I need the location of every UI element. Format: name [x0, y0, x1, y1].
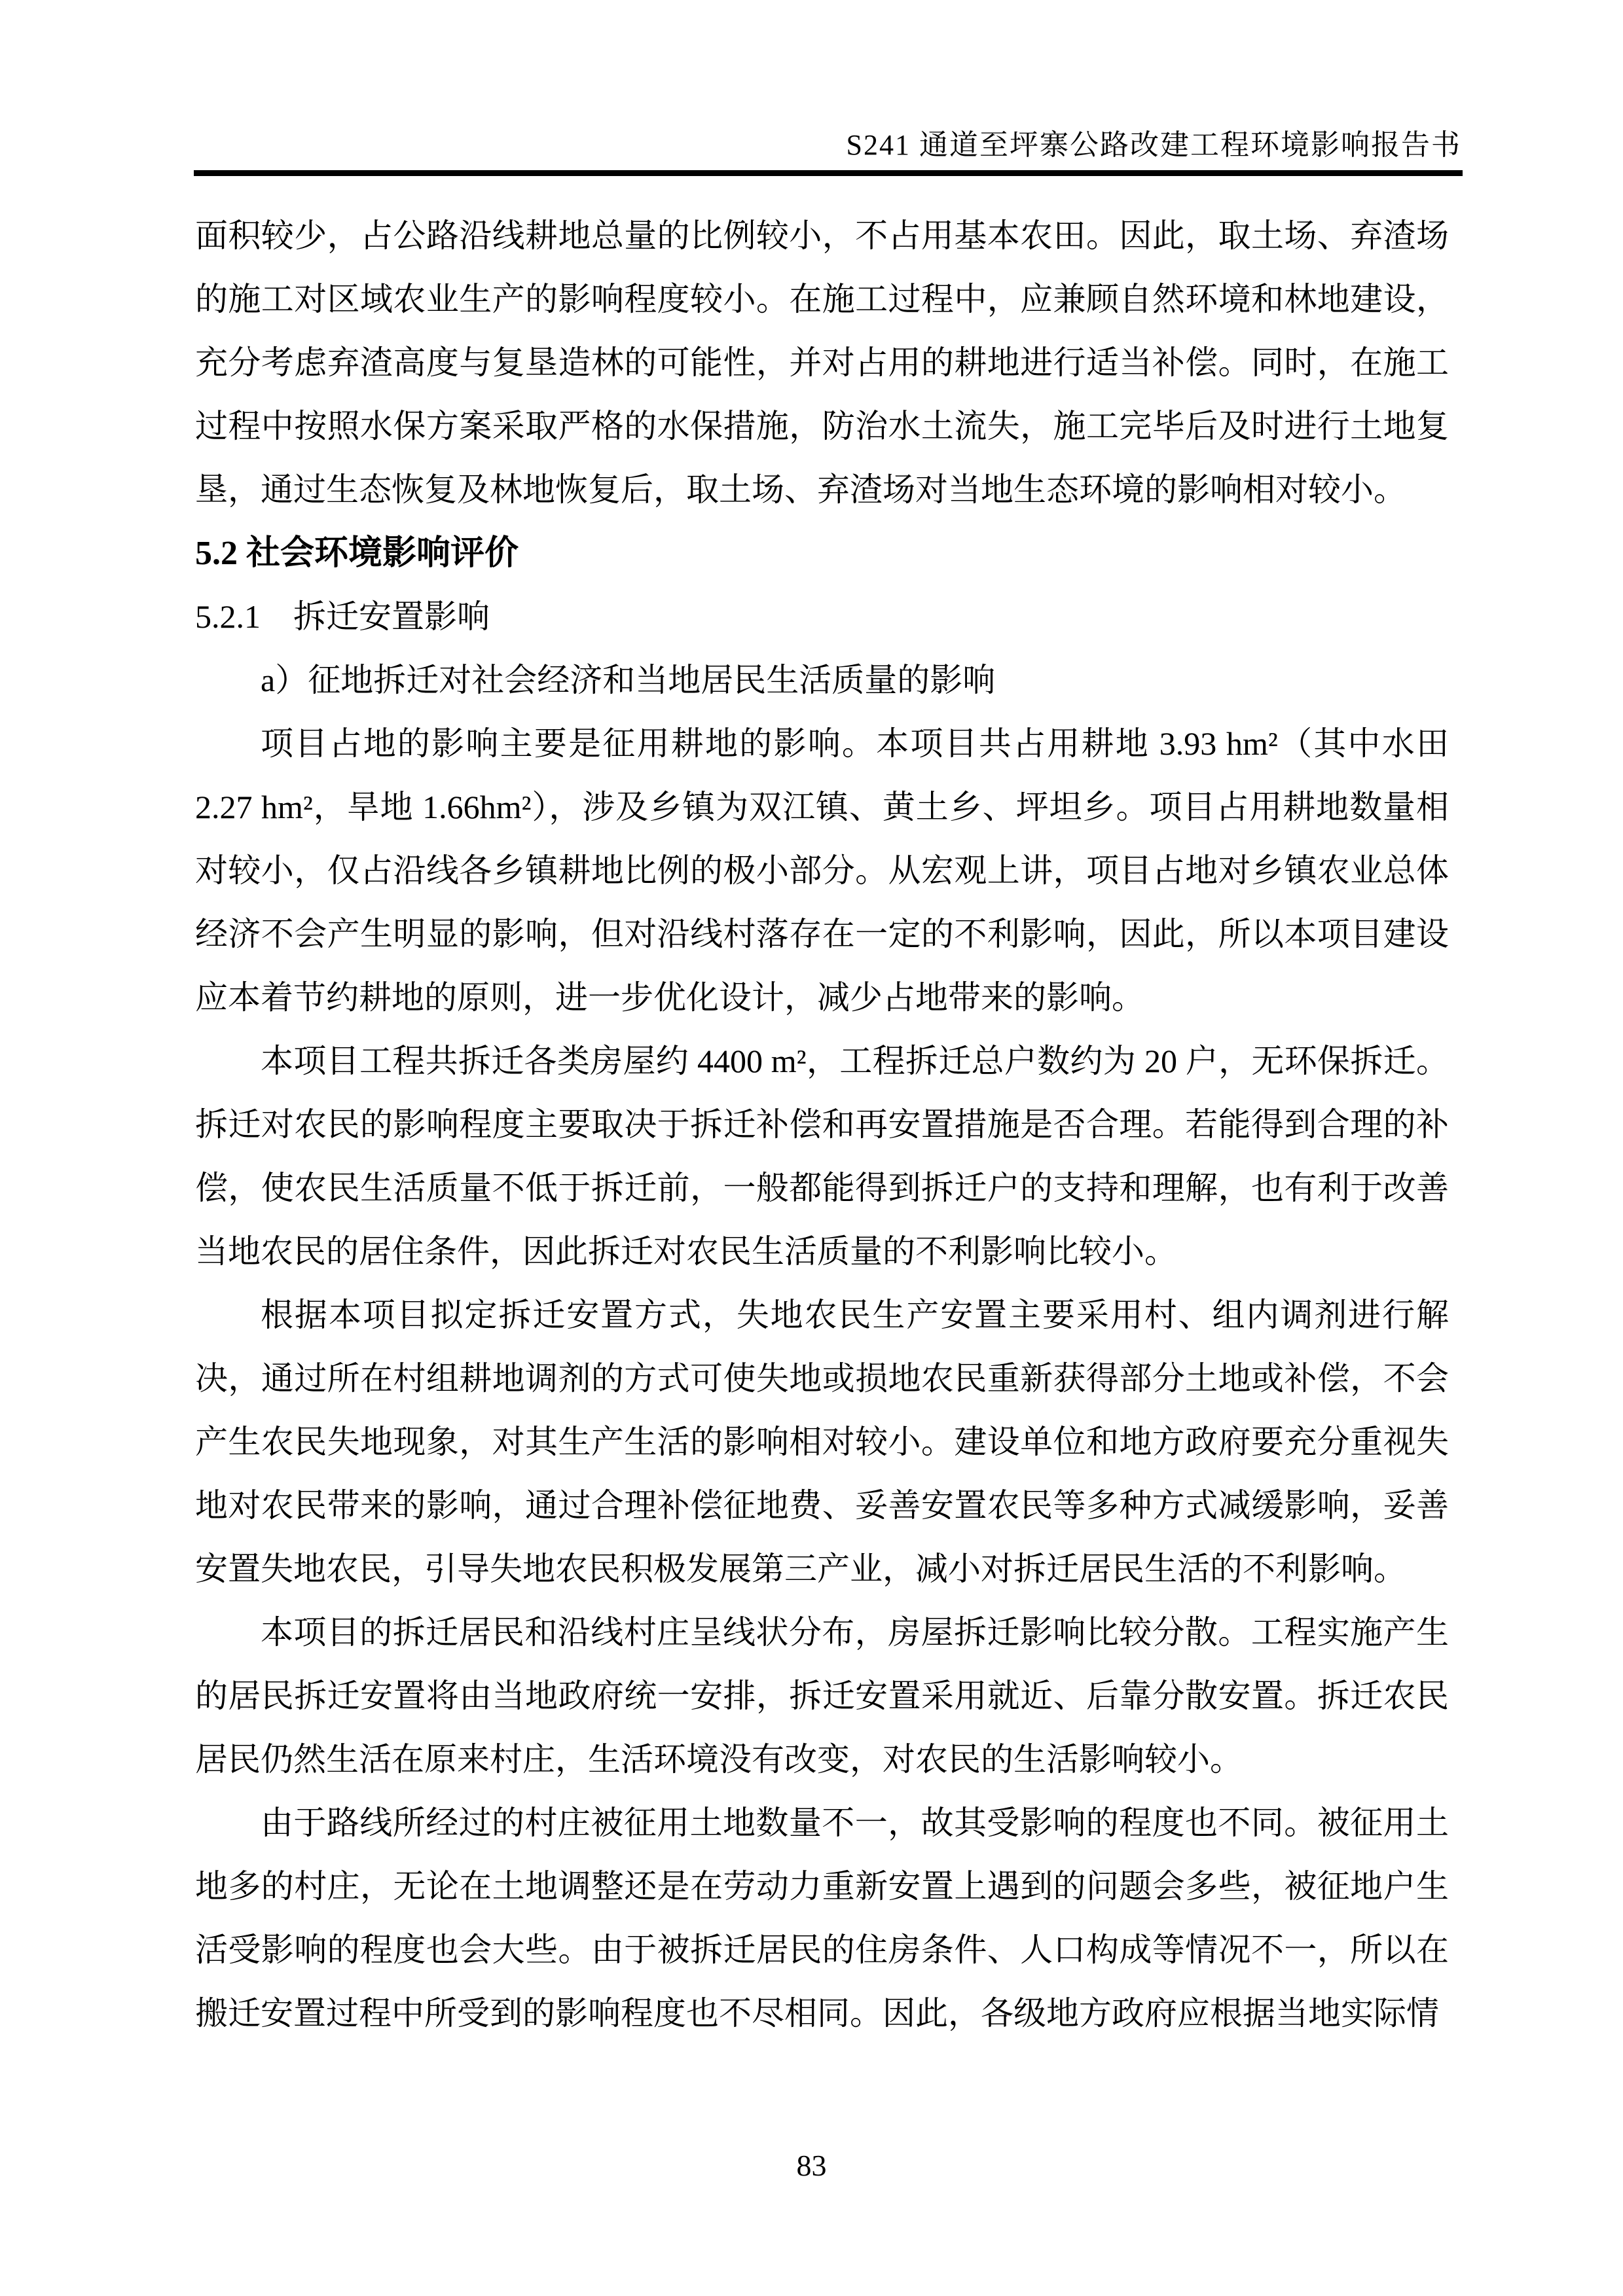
body-paragraph: 本项目的拆迁居民和沿线村庄呈线状分布，房屋拆迁影响比较分散。工程实施产生的居民拆迁安置将由当地政府统一安排，拆迁安置采用就近、后靠分散安置。拆迁农民居民仍然生活在原来村庄，生活环境没有改变，对农民的生活影响较小。	[195, 1614, 1449, 1778]
body-paragraph: 项目占地的影响主要是征用耕地的影响。本项目共占用耕地 3.93 hm²（其中水田 2.27 hm²，旱地 1.66hm²），涉及乡镇为双江镇、黄土乡、坪坦乡。项目占用耕地数量相对较小，仅占沿线各乡镇耕地比例的极小部分。从宏观上讲，项目占地对乡镇农业总体经济不会产生明显的影响，但对沿线村落存在一定的不利影响，因此，所以本项目建设应本着节约耕地的原则，进一步优化设计，减少占地带来的影响。	[195, 725, 1449, 1016]
document-body	[195, 204, 1449, 2045]
body-paragraph: 本项目工程共拆迁各类房屋约 4400 m²，工程拆迁总户数约为 20 户，无环保拆迁。拆迁对农民的影响程度主要取决于拆迁补偿和再安置措施是否合理。若能得到合理的补偿，使农民生活质量不低于拆迁前，一般都能得到拆迁户的支持和理解，也有利于改善当地农民的居住条件，因此拆迁对农民生活质量的不利影响比较小。	[195, 1043, 1449, 1270]
header-divider-rule	[194, 170, 1463, 176]
body-paragraph: 根据本项目拟定拆迁安置方式，失地农民生产安置主要采用村、组内调剂进行解决，通过所在村组耕地调剂的方式可使失地或损地农民重新获得部分土地或补偿，不会产生农民失地现象，对其生产生活的影响相对较小。建设单位和地方政府要充分重视失地对农民带来的影响，通过合理补偿征地费、妥善安置农民等多种方式减缓影响，妥善安置失地农民，引导失地农民积极发展第三产业，减小对拆迁居民生活的不利影响。	[195, 1297, 1449, 1587]
list-item-heading-a: a）征地拆迁对社会经济和当地居民生活质量的影响	[261, 662, 996, 698]
body-paragraph: 由于路线所经过的村庄被征用土地数量不一，故其受影响的程度也不同。被征用土地多的村庄，无论在土地调整还是在劳动力重新安置上遇到的问题会多些，被征地户生活受影响的程度也会大些。由于被拆迁居民的住房条件、人口构成等情况不一，所以在搬迁安置过程中所受到的影响程度也不尽相同。因此，各级地方政府应根据当地实际情	[195, 1804, 1449, 2032]
subsection-heading-5-2-1: 5.2.1 拆迁安置影响	[195, 598, 490, 635]
page-number: 83	[796, 2149, 827, 2182]
section-heading-5-2: 5.2 社会环境影响评价	[195, 535, 519, 572]
page-header-title: S241 通道至坪寨公路改建工程环境影响报告书	[846, 129, 1461, 161]
body-paragraph: 面积较少，占公路沿线耕地总量的比例较小，不占用基本农田。因此，取土场、弃渣场的施工对区域农业生产的影响程度较小。在施工过程中，应兼顾自然环境和林地建设，充分考虑弃渣高度与复垦造林的可能性，并对占用的耕地进行适当补偿。同时，在施工过程中按照水保方案采取严格的水保措施，防治水土流失，施工完毕后及时进行土地复垦，通过生态恢复及林地恢复后，取土场、弃渣场对当地生态环境的影响相对较小。	[195, 217, 1449, 508]
